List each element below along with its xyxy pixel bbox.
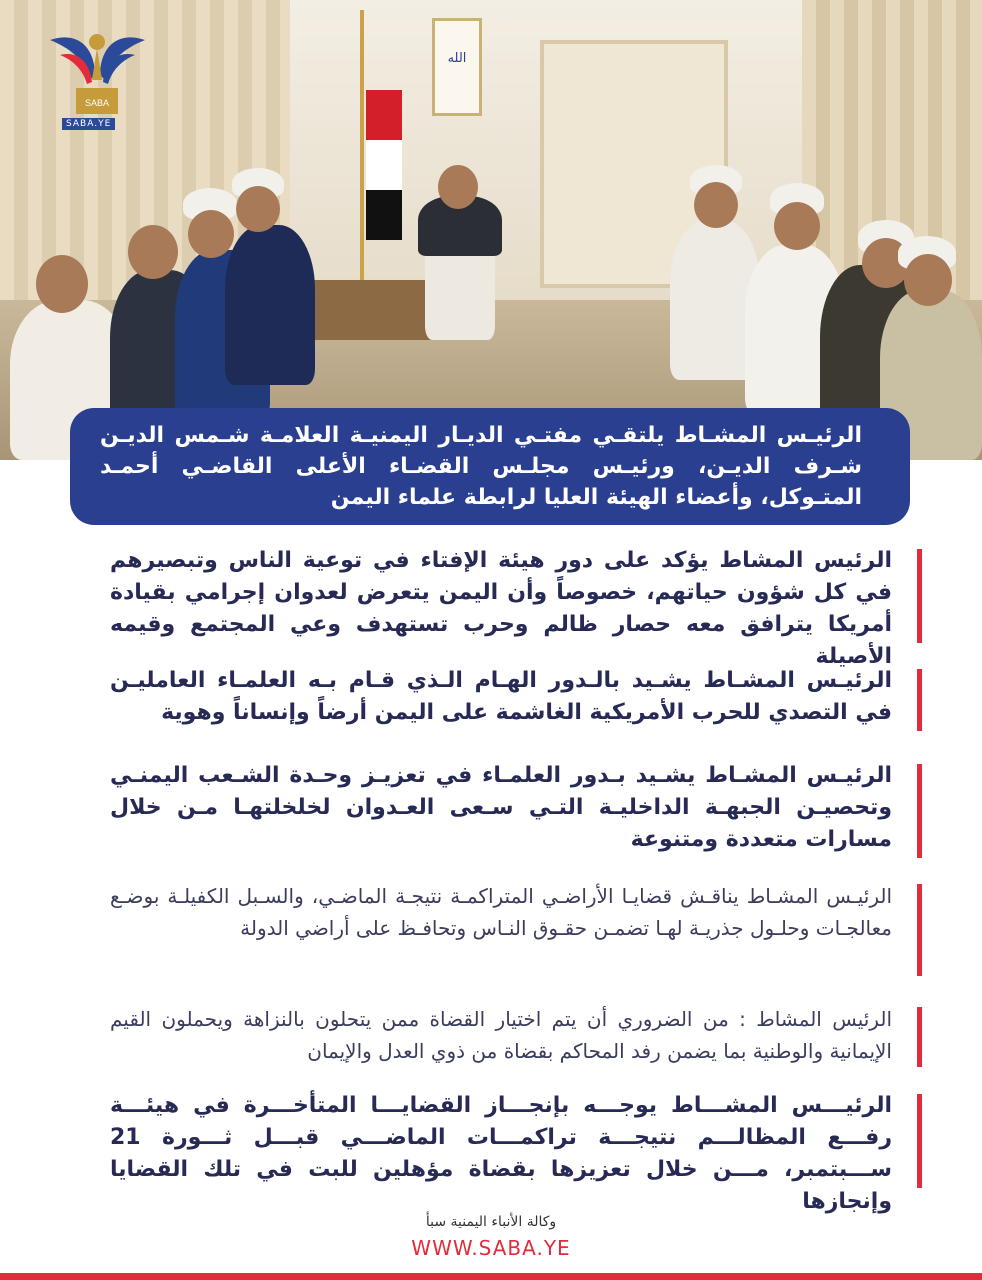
footer-url[interactable]: WWW.SABA.YE xyxy=(411,1236,571,1260)
bullet-2 xyxy=(110,665,910,729)
bullet-6-text: الرئيـــس المشـــاط يوجـــه بإنجـــاز القضايـــا المتأخـــرة في هيئـــة رفـــع المظالـــم نتيجـــة تراكمـــات الماضـــي قبـــل ثـــورة 21 ســـبتمبر، مـــن خلال تعزيزها بقضاة مؤهلين للبت في تلك القضايا وإنجازها xyxy=(110,1093,892,1214)
bullet-bar xyxy=(917,1094,922,1188)
person-right-2-head xyxy=(774,202,820,250)
bullet-6 xyxy=(110,1090,910,1218)
bullet-3-text: الرئيـس المشـاط يشـيد بـدور العلمـاء في تعزيـز وحـدة الشـعب اليمنـي وتحصيـن الجبهـة الداخليـة التـي سـعى العـدوان لخلخلتهـا مـن خلال مسارات متعددة ومتنوعة xyxy=(110,763,892,852)
calligraphy-frame xyxy=(432,18,482,116)
person-left-4-head xyxy=(236,186,280,232)
bullet-3 xyxy=(110,760,910,856)
calligraphy-text: الله xyxy=(447,51,467,66)
bullet-1-text: الرئيس المشاط يؤكد على دور هيئة الإفتاء في توعية الناس وتبصيرهم في كل شؤون حياتهم، خصوصاً وأن اليمن يتعرض لعدوان إجرامي بقيادة أمريكا يترافق معه حصار ظالم وحرب تستهدف وعي المجتمع وقيمه الأصيلة xyxy=(110,548,892,669)
bullet-4 xyxy=(110,880,910,944)
person-left-4 xyxy=(225,225,315,385)
headline-box xyxy=(70,408,910,525)
bullet-bar xyxy=(917,884,922,976)
person-left-1-head xyxy=(36,255,88,313)
headline-text: الرئيـس المشـاط يلتقـي مفتـي الديـار اليمنيـة العلامـة شـمس الديـن شـرف الديـن، ورئيـس مجلـس القضـاء الأعلى القاضـي أحمـد المتـوكل، وأعضاء الهيئة العليا لرابطة علماء اليمن xyxy=(100,423,862,510)
bullet-4-text: الرئيـس المشـاط يناقـش قضايـا الأراضـي المتراكمـة نتيجـة الماضـي، والسـبل الكفيلـة بوضـع معالجـات وحلـول جذريـة لهـا تضمـن حقـوق النـاس وتحافـظ على أراضي الدولة xyxy=(110,884,892,940)
meeting-photo xyxy=(0,0,982,460)
person-right-1-head xyxy=(694,182,738,228)
bullet-bar xyxy=(917,549,922,643)
person-right-4-head xyxy=(904,254,952,306)
footer-agency: وكالة الأنباء اليمنية سبأ xyxy=(425,1214,557,1230)
bullet-bar xyxy=(917,1007,922,1067)
bullet-5 xyxy=(110,1003,910,1067)
bullet-2-text: الرئيـس المشـاط يشـيد بالـدور الهـام الـذي قـام بـه العلمـاء العامليـن في التصدي للحرب الأمريكية الغاشمة على اليمن أرضاً وإنساناً وهوية xyxy=(110,668,892,725)
bullet-1 xyxy=(110,545,910,673)
bullet-bar xyxy=(917,669,922,731)
bullet-5-text: الرئيس المشاط : من الضروري أن يتم اختيار القضاة ممن يتحلون بالنزاهة ويحملون القيم الإيمانية والوطنية بما يضمن رفد المحاكم بقضاة من ذوي العدل والإيمان xyxy=(110,1007,892,1063)
yemen-flag xyxy=(366,90,402,240)
flag-pole xyxy=(360,10,364,280)
saba-bird-icon xyxy=(40,20,155,130)
saba-logo-inner-text: SABA xyxy=(84,98,110,108)
footer-line xyxy=(0,1273,982,1280)
saba-logo-label: SABA.YE xyxy=(62,118,115,130)
person-center-head xyxy=(438,165,478,209)
person-left-3-head xyxy=(188,210,234,258)
person-left-2-head xyxy=(128,225,178,279)
bullet-bar xyxy=(917,764,922,858)
